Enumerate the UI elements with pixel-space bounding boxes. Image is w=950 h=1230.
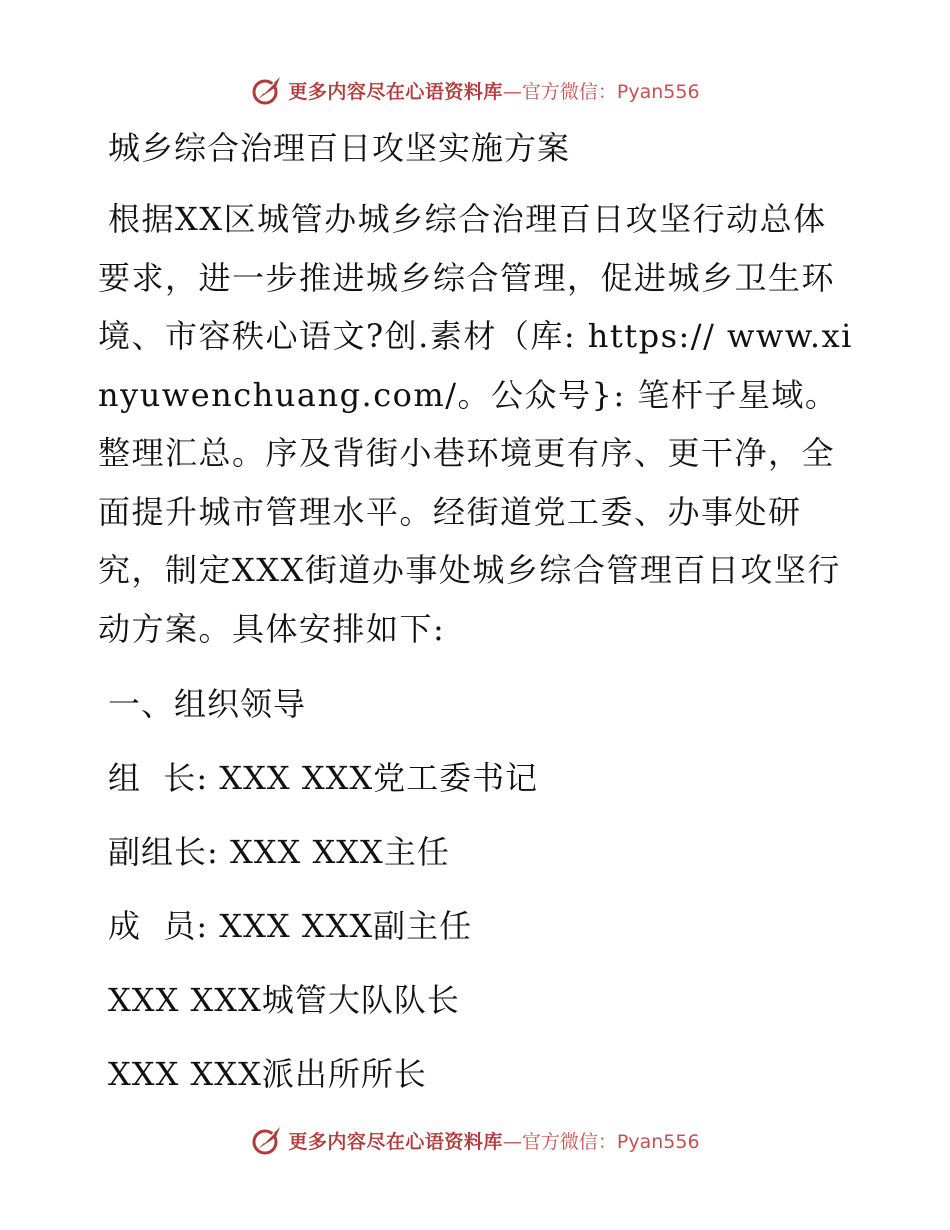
member-line-members: 成 员: XXX XXX副主任 [108,907,473,945]
banner-contact: —官方微信：Pyan556 [502,1130,700,1153]
member-line-deputy-leader: 副组长: XXX XXX主任 [108,833,450,871]
feather-pen-logo-icon [250,73,284,107]
member-line-police-station: XXX XXX派出所所长 [108,1055,427,1093]
banner-text: 更多内容尽在心语资料库 [288,80,503,103]
intro-paragraph: 根据XX区城管办城乡综合治理百日攻坚行动总体要求，进一步推进城乡综合管理，促进城乡卫生环境、市容秩心语文?创.素材（库: https:// www.xinyuwenchuang.com/。公众号}: 笔杆子星域。整理汇总。序及背街小巷环境更有序、更干净，全面提升城市管理水平。经街道党工委、办事处研究，制定XXX街道办事处城乡综合管理百日攻坚行动方案。具体安排如下: [98,200,853,648]
banner-contact: —官方微信：Pyan556 [502,80,700,103]
feather-pen-logo-icon [250,1123,284,1157]
footer-watermark-banner [0,1120,950,1160]
member-line-urban-management: XXX XXX城管大队队长 [108,981,460,1019]
member-line-leader: 组 长: XXX XXX党工委书记 [108,759,539,797]
document-body [98,120,858,1102]
banner-text: 更多内容尽在心语资料库 [288,1130,503,1153]
section-heading-organization: 一、组织领导 [108,685,307,723]
header-watermark-banner [0,70,950,110]
document-title: 城乡综合治理百日攻坚实施方案 [108,129,571,167]
